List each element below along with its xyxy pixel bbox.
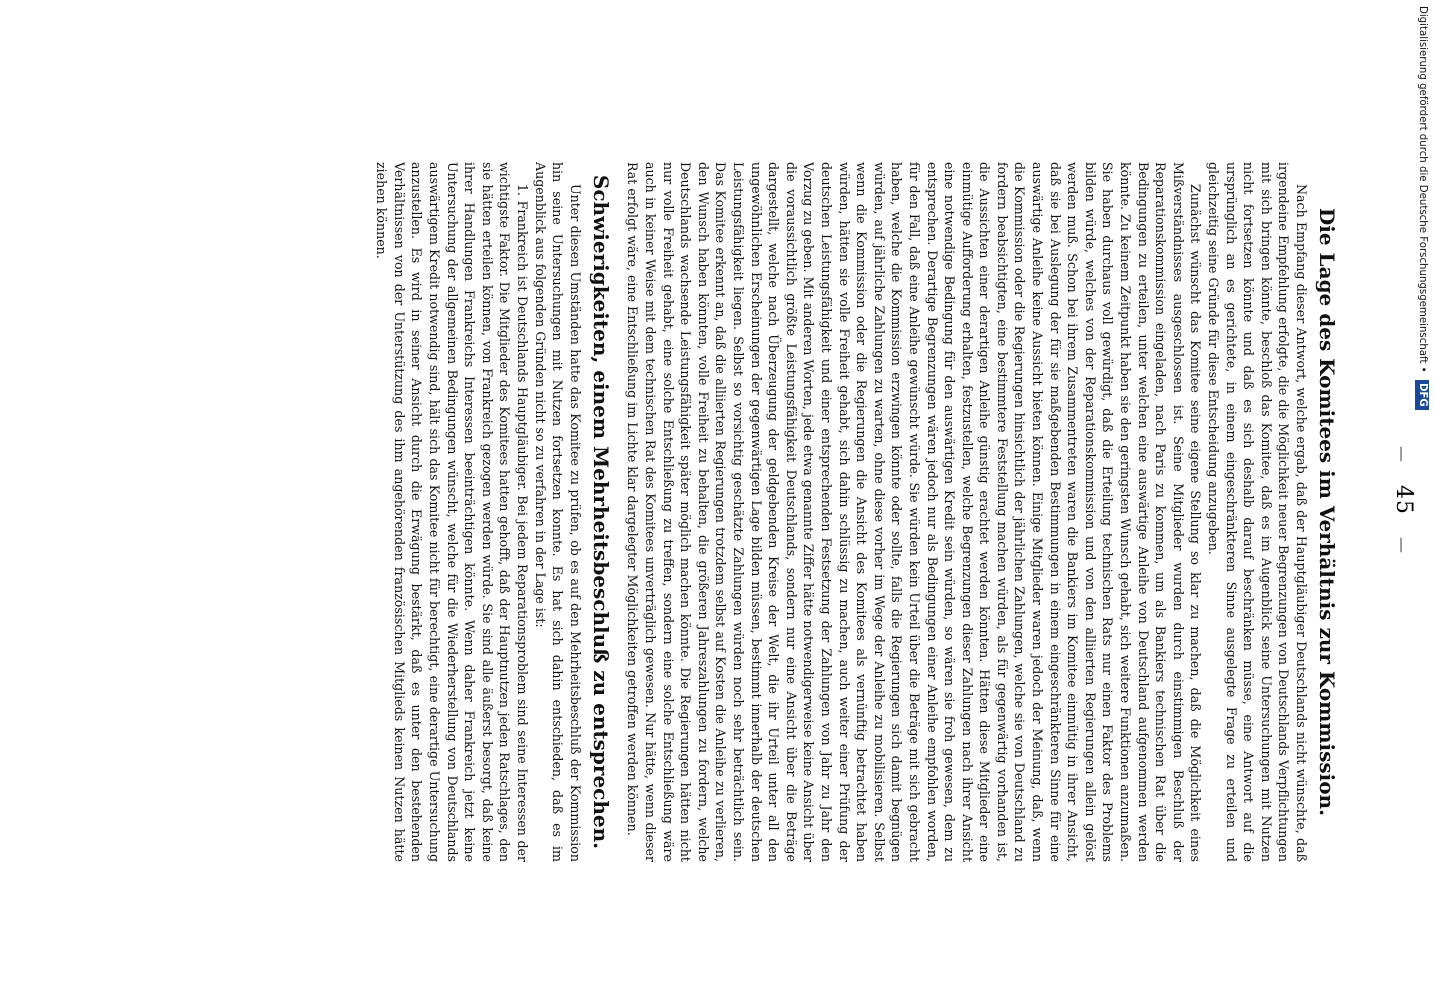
paragraph: Unter diesen Umständen hatte das Komitee zu prüfen, ob es auf den Mehrheitsbeschluß der Kommission hin seine Untersuchungen mit Nutzen fortsetzen konnte. Es hat sich dahin entschieden, daß es im Augenblick aus folgenden Gründen nicht so zu verfahren in der Lage ist: <box>532 162 583 862</box>
page-content <box>373 162 1340 862</box>
dash-left: — <box>1393 446 1412 463</box>
page-number <box>1391 0 1416 1000</box>
section-heading-1: Die Lage des Komitees im Verhältnis zur Kommission. <box>1315 207 1339 817</box>
paragraph: 1. Frankreich ist Deutschlands Hauptgläubiger. Bei jedem Reparationsproblem sind seine Interessen der wichtigste Faktor. Die Mitglieder des Komitees hatten gehofft, daß der Hauptnutzen jeden Ratschlages, den sie hätten erteilen können, von Frankreich gezogen werden würde. Sie sind alle äußerst besorgt, daß keine ihrer Handlungen Frankreichs Interessen beeinträchtigen könnte. Wenn daher Frankreich jetzt keine Untersuchung der allgemeinen Bedingungen wünscht, welche für die Wiederherstellung von Deutschlands auswärtigem Kredit notwendig sind, hält sich das Komitee nicht für berechtigt, eine derartige Untersuchung anzustellen. Es wird in seiner Ansicht durch die Erwägung bestärkt, daß es unter den bestehenden Verhältnissen von der Unterstützung des ihm angehörenden französischen Mitglieds keinen Nutzen hätte ziehen können. <box>374 162 531 862</box>
dfg-credit-line <box>1415 6 1429 1006</box>
signature-mark <box>0 0 1 1000</box>
paragraph: Zunächst wünscht das Komitee seine eigene Stellung so klar zu machen, daß die Möglichkeit eines Mißverständnisses ausgeschlossen ist. Seine Mitglieder wurden durch einstimmigen Beschluß der Reparationskommission eingeladen, nach Paris zu kommen, um als Bankiers technischen Rat über die Bedingungen zu erteilen, unter welchen eine auswärtige Anleihe von Deutschland aufgenommen werden könnte. Zu keinem Zeitpunkt haben sie den geringsten Wunsch gehabt, sich weitere Funktionen anzumaßen. Sie haben durchaus voll gewürdigt, daß die Erteilung technischen Rats nur einen Faktor des Problems bilden würde, welches von der Reparationskommission und von den alliierten Regierungen allein gelöst werden muß. Schon bei ihrem Zusammentreten waren die Bankiers im Komitee einmütig in ihrer Ansicht, daß sie bei Auslegung der für sie maßgebenden Bestimmungen in einem eingeschränkteren Sinne für eine auswärtige Anleihe keine Aussicht bieten können. Einige Mitglieder waren jedoch der Meinung, daß, wenn die Kommission oder die Regierungen hinsichtlich der jährlichen Zahlungen, welche sie von Deutschland zu fordern beabsichtigten, eine bestimmtere Feststellung machen würden, als für gegenwärtig vorhanden ist, die Aussichten einer derartigen Anleihe günstig erachtet werden könnten. Hätten diese Mitglieder eine einmütige Aufforderung erhalten, festzustellen, welche Begrenzungen dieser Zahlungen nach ihrer Ansicht eine notwendige Bedingung für den auswärtigen Kredit sein würden, so wären sie froh gewesen, dem zu entsprechen. Derartige Begrenzungen wären jedoch nur als Bedingungen einer Anleihe empfohlen worden, für den Fall, daß eine Anleihe gewünscht würde. Sie würden kein Urteil über die Beträge mit sich gebracht haben, welche die Kommission erzwingen könnte oder sollte, falls die Regierungen sich damit begnügen würden, auf jährliche Zahlungen zu warten, ohne diese vorher im Wege der Anleihe zu mobilisieren. Selbst wenn die Kommission oder die Regierungen die Ansicht des Komitees als vernünftig betrachtet haben würden, hätten sie volle Freiheit gehabt, sich dahin schlüssig zu machen, auch weiter einer Prüfung der deutschen Leistungsfähigkeit und einer entsprechenden Festsetzung der Zahlungen von Jahr zu Jahr den Vorzug zu geben. Mit anderen Worten, jede etwa genannte Ziffer hätte notwendigerweise keine Ansicht über die voraussichtlich größte Leistungsfähigkeit Deutschlands, sondern nur eine Ansicht über die Beträge dargestellt, welche nach Überzeugung der geldgebenden Kreise der Welt, die ihr Urteil unter all den ungewöhnlichen Erscheinungen der gegenwärtigen Lage bilden müssen, bestimmt innerhalb der deutschen Leistungsfähigkeit liegen. Selbst so vorsichtig geschätzte Zahlungen würden noch sehr beträchtlich sein. Das Komitee erkennt an, daß die alliierten Regierungen trotzdem selbst auf Kosten die Anleihe zu verlieren, den Wunsch haben könnten, volle Freiheit zu behalten, die größeren Jahreszahlungen zu fordern, welche Deutschlands wachsende Leistungsfähigkeit später möglich machen könnte. Die Regierungen hätten nicht nur volle Freiheit gehabt, eine solche Entschließung zu treffen, sondern eine solche Entschließung wäre auch in keiner Weise mit dem technischen Rat des Komitees unverträglich gewesen. Nur hätte, wenn dieser Rat erfolgt wäre, eine Entschließung im Lichte klar dargelegter Möglichkeiten getroffen werden können. <box>625 162 1204 862</box>
dfg-separator: • <box>1417 366 1428 373</box>
dfg-credit-strip <box>1417 6 1434 1001</box>
page-number-text: 45 <box>1391 485 1416 515</box>
dfg-logo: DFG <box>1415 380 1429 410</box>
dash-right: — <box>1393 537 1412 554</box>
section-heading-2: Schwierigkeiten, einem Mehrheitsbeschluß zu entsprechen. <box>588 174 613 850</box>
dfg-credit-text: Digitalisierung gefördert durch die Deutsche Forschungsgemeinschaft <box>1417 6 1428 364</box>
paragraph: Nach Empfang dieser Antwort, welche ergab, daß der Hauptgläubiger Deutschlands nicht wünschte, daß irgendeine Empfehlung erfolgte, die die Möglichkeit neuer Begrenzungen von Deutschlands Verpflichtungen mit sich bringen könnte, beschloß das Komitee, daß es im Augenblick seine Untersuchungen mit Nutzen nicht fortsetzen könnte und daß es sich deshalb darauf beschränken müsse, eine Antwort auf die ursprünglich an es gerichtete, in einem eingeschränkteren Sinne ausgelegte Frage zu erteilen und gleichzeitig seine Gründe für diese Entscheidung anzugeben. <box>1206 162 1309 862</box>
